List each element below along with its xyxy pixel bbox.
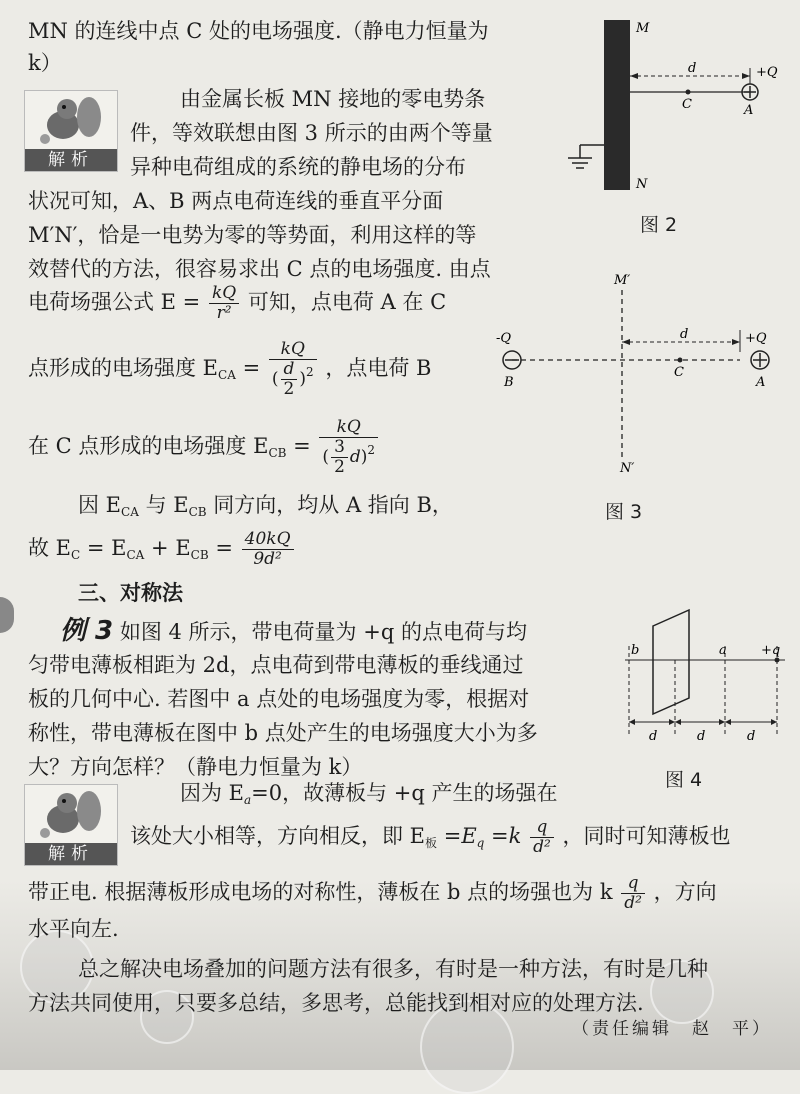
text-line: MN 的连线中点 C 处的电场强度.（静电力恒量为 bbox=[28, 19, 489, 43]
squirrel-icon bbox=[25, 785, 117, 843]
text: 电荷场强公式 E = bbox=[28, 290, 201, 314]
fraction: $\frac{q}{\text{d²}}$ bbox=[530, 818, 554, 857]
squirrel-icon bbox=[25, 91, 117, 149]
analysis-label: 解析 bbox=[25, 843, 117, 865]
figure-4-caption: 图 4 bbox=[665, 769, 703, 791]
svg-text:M: M bbox=[636, 21, 650, 36]
analysis-label: 解析 bbox=[25, 149, 117, 171]
fraction: $\frac{40kQ}{\text{9d²}}$ bbox=[242, 530, 294, 569]
svg-text:d: d bbox=[649, 729, 658, 744]
formula-line: 点形成的电场强度 $E_{CA}$ = kQ ( $\frac{d}{2}$ )$^2$ ，点电荷 B bbox=[28, 339, 432, 399]
text-line: 总之解决电场叠加的问题方法有很多，有时是一种方法，有时是几种 bbox=[78, 957, 708, 981]
figure-3 bbox=[490, 272, 790, 494]
svg-text:a: a bbox=[719, 643, 727, 658]
formula-line: 带正电. 根据薄板形成电场的对称性，薄板在 b 点的场强也为 k $\frac{q}{\text{d²}}$ ，方向 bbox=[28, 873, 717, 913]
svg-text:A: A bbox=[744, 103, 754, 118]
text-line: k） bbox=[28, 51, 62, 75]
svg-text:+Q: +Q bbox=[745, 331, 767, 346]
section-heading: 三、对称法 bbox=[78, 581, 183, 605]
svg-text:C: C bbox=[682, 97, 692, 112]
svg-text:d: d bbox=[747, 729, 756, 744]
text-line: 称性，带电薄板在图中 b 点处产生的电场强度大小为多 bbox=[28, 721, 538, 745]
formula-line bbox=[28, 284, 446, 323]
svg-text:A: A bbox=[756, 375, 766, 390]
fraction: kQ ( $\frac{3}{2}$ d)$^2$ bbox=[319, 418, 378, 477]
svg-text:N′: N′ bbox=[620, 461, 635, 476]
formula-line: 故 $E_C = E_{CA} + E_{CB}$ = $\frac{40kQ}{\text{9d²}}$ bbox=[28, 530, 296, 570]
svg-text:+Q: +Q bbox=[756, 65, 778, 80]
svg-text:+q: +q bbox=[761, 643, 781, 658]
text-line: 效替代的方法，很容易求出 C 点的电场强度. 由点 bbox=[28, 257, 491, 281]
figure-2 bbox=[560, 10, 790, 205]
text-line: M′N′，恰是一电势为零的等势面，利用这样的等 bbox=[28, 223, 477, 247]
text-line: 由金属长板 MN 接地的零电势条 bbox=[180, 87, 486, 111]
text-line: 匀带电薄板相距为 2d，点电荷到带电薄板的垂线通过 bbox=[28, 653, 524, 677]
example-label: 例 3 bbox=[60, 616, 114, 646]
text-line: 水平向左. bbox=[28, 917, 119, 941]
svg-text:b: b bbox=[631, 643, 640, 658]
analysis-badge bbox=[24, 90, 118, 172]
figure-2-caption: 图 2 bbox=[640, 214, 678, 236]
text: 可知，点电荷 A 在 C bbox=[247, 290, 447, 314]
svg-text:d: d bbox=[688, 61, 697, 76]
svg-text:d: d bbox=[680, 327, 689, 342]
formula-line: 在 C 点形成的电场强度 $E_{CB}$ = kQ ( $\frac{3}{2}$ d)$^2$ bbox=[28, 418, 380, 477]
svg-text:C: C bbox=[674, 365, 684, 380]
text-line: 例 3 如图 4 所示，带电荷量为 +q 的点电荷与均 bbox=[60, 616, 527, 646]
text-line: 件，等效联想由图 3 所示的由两个等量 bbox=[130, 121, 493, 145]
text-line: 因为 $E_a=0$，故薄板与 +q 产生的场强在 bbox=[180, 781, 558, 807]
svg-text:M′: M′ bbox=[614, 273, 631, 288]
fraction: $\frac{kQ}{\text{r²}}$ bbox=[209, 284, 239, 323]
text-line: 状况可知，A、B 两点电荷连线的垂直平分面 bbox=[28, 189, 444, 213]
text-line: 大？方向怎样？（静电力恒量为 k） bbox=[28, 755, 363, 779]
text-line: 异种电荷组成的系统的静电场的分布 bbox=[130, 155, 466, 179]
formula-line: 该处大小相等，方向相反，即 $E_板 =E_q =k$ $\frac{q}{\text{d²}}$ ，同时可知薄板也 bbox=[130, 817, 731, 857]
svg-text:N: N bbox=[636, 177, 648, 192]
page-edge-tab bbox=[0, 597, 14, 633]
fraction: kQ ( $\frac{d}{2}$ )$^2$ bbox=[269, 340, 317, 399]
fraction: $\frac{q}{\text{d²}}$ bbox=[621, 874, 645, 913]
svg-text:d: d bbox=[697, 729, 706, 744]
figure-4 bbox=[615, 608, 795, 758]
text-line: 板的几何中心. 若图中 a 点处的电场强度为零，根据对 bbox=[28, 687, 530, 711]
svg-text:-Q: -Q bbox=[496, 331, 512, 346]
analysis-badge bbox=[24, 784, 118, 866]
svg-text:B: B bbox=[504, 375, 514, 390]
figure-3-caption: 图 3 bbox=[605, 501, 643, 523]
text-line: 方法共同使用，只要多总结，多思考，总能找到相对应的处理方法. bbox=[28, 991, 644, 1015]
editor-credit: （责任编辑 赵 平） bbox=[572, 1019, 772, 1039]
text-line: 因 $E_{CA}$ 与 $E_{CB}$ 同方向，均从 A 指向 B， bbox=[78, 493, 453, 519]
